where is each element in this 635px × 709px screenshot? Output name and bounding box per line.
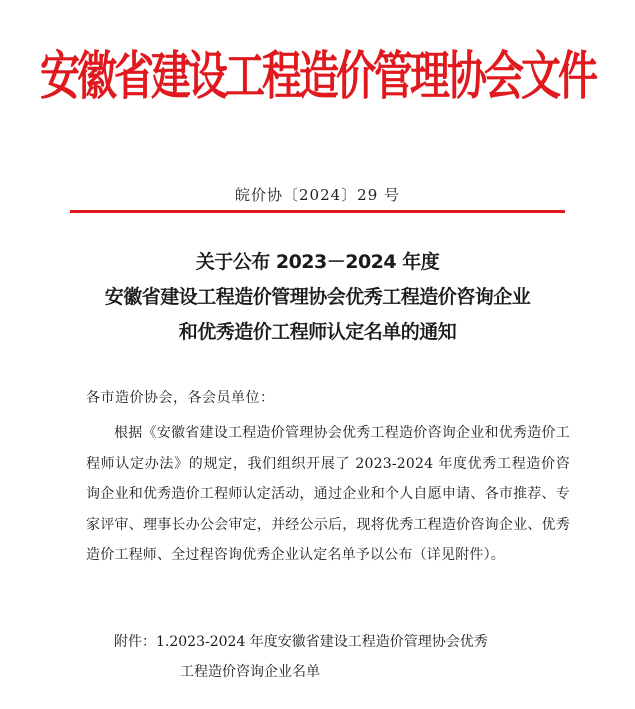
- salutation: 各市造价协会，各会员单位：: [86, 390, 275, 406]
- title-line-1: 关于公布 2023－2024 年度: [195, 251, 440, 273]
- title-line-2: 安徽省建设工程造价管理协会优秀工程造价咨询企业: [104, 286, 531, 308]
- notice-title: [60, 245, 575, 350]
- document-number: 皖价协〔2024〕29 号: [234, 186, 401, 204]
- attachment-line-1: 附件：1.2023-2024 年度安徽省建设工程造价管理协会优秀: [114, 634, 488, 650]
- title-line-3: 和优秀造价工程师认定名单的通知: [178, 321, 457, 343]
- attachment-note: [114, 627, 574, 687]
- body-text: 根据《安徽省建设工程造价管理协会优秀工程造价咨询企业和优秀造价工程师认定办法》的规定，我们组织开展了 2023-2024 年度优秀工程造价咨询企业和优秀造价工程师认定活动，通过企业和个人自愿申请、各市推荐、专家评审、理事长办公会审定，并经公示后，现将优秀工程造价咨询企业、优秀造价工程师、全过程咨询优秀企业认定名单予以公布（详见附件）。: [86, 425, 570, 564]
- body-paragraph: [86, 418, 570, 571]
- attachment-line-2: 工程造价咨询企业名单: [180, 664, 320, 680]
- masthead-title: 安徽省建设工程造价管理协会文件: [40, 46, 595, 107]
- red-divider-line: [70, 210, 565, 213]
